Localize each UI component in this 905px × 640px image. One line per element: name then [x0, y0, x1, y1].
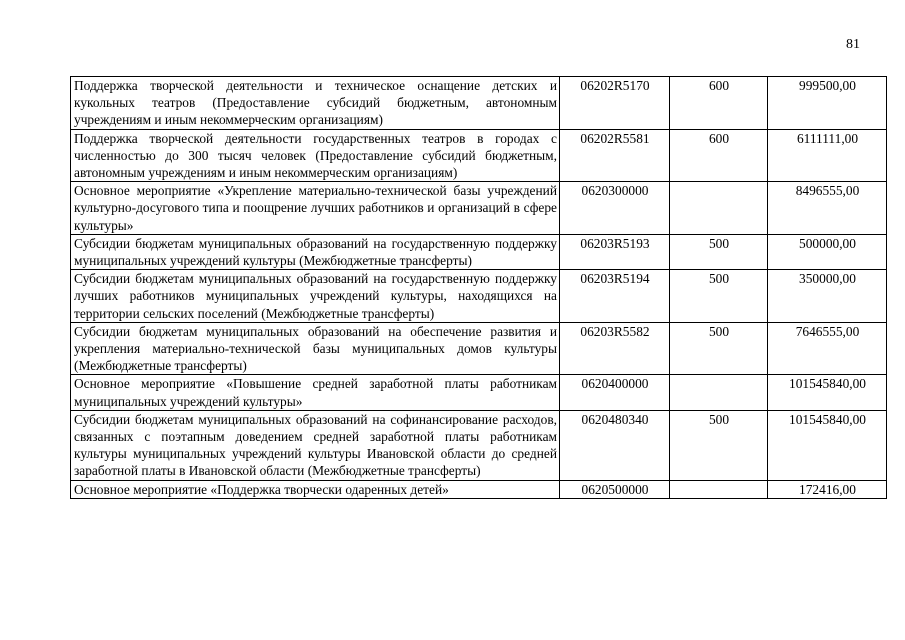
- row-expense-type: [670, 375, 768, 410]
- row-target-code: 0620480340: [560, 410, 670, 480]
- table-row: [71, 77, 887, 130]
- row-expense-type: 500: [670, 270, 768, 323]
- row-description: Поддержка творческой деятельности и техническое оснащение детских и кукольных театров (Предоставление субсидий бюджетным, автономным учреждениям и иным некоммерческим организациям): [71, 77, 560, 130]
- table-row: [71, 129, 887, 182]
- table-row: [71, 182, 887, 235]
- row-description: Поддержка творческой деятельности государственных театров в городах с численностью до 300 тысяч человек (Предоставление субсидий бюджетным, автономным учреждениям и иным некоммерческим организациям): [71, 129, 560, 182]
- row-amount: 172416,00: [768, 480, 887, 498]
- row-description: Субсидии бюджетам муниципальных образований на обеспечение развития и укрепления материально-технической базы муниципальных домов культуры (Межбюджетные трансферты): [71, 322, 560, 375]
- row-description: Субсидии бюджетам муниципальных образований на государственную поддержку муниципальных учреждений культуры (Межбюджетные трансферты): [71, 234, 560, 269]
- row-description: Основное мероприятие «Укрепление материально-технической базы учреждений культурно-досугового типа и поощрение лучших работников и организаций в сфере культуры»: [71, 182, 560, 235]
- row-description: Основное мероприятие «Повышение средней заработной платы работникам муниципальных учреждений культуры»: [71, 375, 560, 410]
- table-row: [71, 270, 887, 323]
- table-row: [71, 375, 887, 410]
- table-row: [71, 410, 887, 480]
- budget-table: [70, 76, 887, 499]
- row-amount: 6111111,00: [768, 129, 887, 182]
- page-number: 81: [846, 37, 860, 52]
- row-expense-type: [670, 182, 768, 235]
- row-expense-type: 500: [670, 410, 768, 480]
- row-expense-type: 600: [670, 129, 768, 182]
- row-target-code: 06203R5194: [560, 270, 670, 323]
- row-expense-type: 600: [670, 77, 768, 130]
- row-target-code: 06203R5582: [560, 322, 670, 375]
- row-expense-type: 500: [670, 322, 768, 375]
- row-description: Основное мероприятие «Поддержка творчески одаренных детей»: [71, 480, 560, 498]
- row-expense-type: 500: [670, 234, 768, 269]
- row-expense-type: [670, 480, 768, 498]
- row-description: Субсидии бюджетам муниципальных образований на софинансирование расходов, связанных с поэтапным доведением средней заработной платы работникам культуры муниципальных учреждений культуры Ивановской области до средней заработной платы в Ивановской области (Межбюджетные трансферты): [71, 410, 560, 480]
- table-row: [71, 234, 887, 269]
- row-amount: 999500,00: [768, 77, 887, 130]
- table-row: [71, 322, 887, 375]
- row-amount: 101545840,00: [768, 375, 887, 410]
- row-target-code: 06202R5170: [560, 77, 670, 130]
- row-target-code: 06203R5193: [560, 234, 670, 269]
- row-amount: 500000,00: [768, 234, 887, 269]
- row-target-code: 0620400000: [560, 375, 670, 410]
- row-target-code: 0620500000: [560, 480, 670, 498]
- table-row: [71, 480, 887, 498]
- row-amount: 8496555,00: [768, 182, 887, 235]
- row-amount: 101545840,00: [768, 410, 887, 480]
- row-target-code: 06202R5581: [560, 129, 670, 182]
- row-amount: 350000,00: [768, 270, 887, 323]
- row-description: Субсидии бюджетам муниципальных образований на государственную поддержку лучших работников муниципальных учреждений культуры, находящихся на территории сельских поселений (Межбюджетные трансферты): [71, 270, 560, 323]
- row-amount: 7646555,00: [768, 322, 887, 375]
- row-target-code: 0620300000: [560, 182, 670, 235]
